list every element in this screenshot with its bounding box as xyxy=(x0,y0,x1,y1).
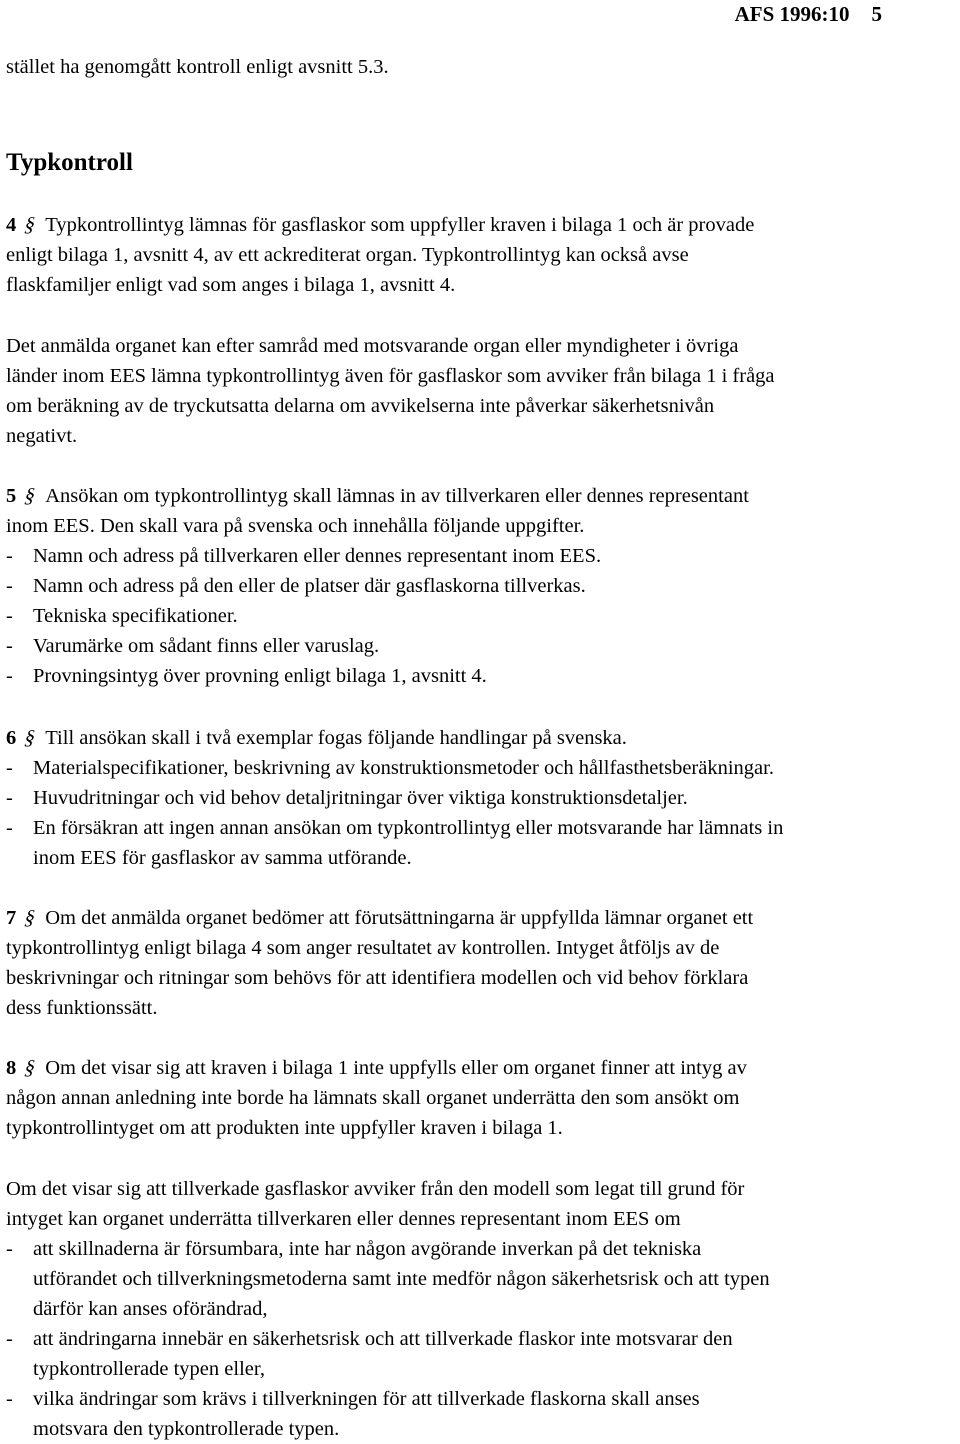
paragraph-text: Typkontrollintyg lämnas för gasflaskor som uppfyller kraven i bilaga 1 och är provade xyxy=(45,214,755,236)
list-item-continuation: typkontrollerade typen eller, xyxy=(33,1358,265,1380)
list-item: - Namn och adress på den eller de platser där gasflaskorna tillverkas. xyxy=(6,575,586,597)
paragraph-8-line-2: någon annan anledning inte borde ha lämnats skall organet underrätta den som ansökt om xyxy=(6,1087,740,1109)
list-item: - vilka ändringar som krävs i tillverkningen för att tillverkade flaskorna skall anses xyxy=(6,1388,700,1410)
paragraph-text: Till ansökan skall i två exemplar fogas följande handlingar på svenska. xyxy=(45,727,627,749)
paragraph-8b-line-2: intyget kan organet underrätta tillverkaren eller dennes representant inom EES om xyxy=(6,1208,681,1230)
paragraph-8b-line-1: Om det visar sig att tillverkade gasflaskor avviker från den modell som legat till grund för xyxy=(6,1178,745,1200)
paragraph-4b-line-2: länder inom EES lämna typkontrollintyg även för gasflaskor som avviker från bilaga 1 i fråga xyxy=(6,365,775,387)
list-item-continuation: därför kan anses oförändrad, xyxy=(33,1298,268,1320)
intro-line: stället ha genomgått kontroll enligt avsnitt 5.3. xyxy=(6,56,389,78)
paragraph-7-line-3: beskrivningar och ritningar som behövs för att identifiera modellen och vid behov förklara xyxy=(6,967,749,989)
paragraph-5-line-2: inom EES. Den skall vara på svenska och innehålla följande uppgifter. xyxy=(6,515,585,537)
paragraph-4b-line-3: om beräkning av de tryckutsatta delarna om avvikelserna inte påverkar säkerhetsnivån xyxy=(6,395,715,417)
section-symbol: § xyxy=(22,485,39,507)
paragraph-4-line-1 xyxy=(6,210,754,240)
paragraph-4-line-2: enligt bilaga 1, avsnitt 4, av ett ackrediterat organ. Typkontrollintyg kan också avse xyxy=(6,244,689,266)
paragraph-text: Ansökan om typkontrollintyg skall lämnas in av tillverkaren eller dennes representant xyxy=(45,485,749,507)
list-item-continuation: utförandet och tillverkningsmetoderna samt inte medför någon säkerhetsrisk och att typen xyxy=(33,1268,770,1290)
paragraph-number: 4 xyxy=(6,214,17,236)
paragraph-7-line-4: dess funktionssätt. xyxy=(6,997,158,1019)
list-item: - Materialspecifikationer, beskrivning av konstruktionsmetoder och hållfasthetsberäkningar. xyxy=(6,757,774,779)
paragraph-number: 7 xyxy=(6,907,17,929)
section-symbol: § xyxy=(22,1057,39,1079)
list-item: - Huvudritningar och vid behov detaljritningar över viktiga konstruktionsdetaljer. xyxy=(6,787,688,809)
document-reference: AFS 1996:10 xyxy=(734,2,850,26)
list-item: - En försäkran att ingen annan ansökan om typkontrollintyg eller motsvarande har lämnats in xyxy=(6,817,784,839)
page-header xyxy=(735,2,882,27)
paragraph-4b-line-4: negativt. xyxy=(6,425,78,447)
paragraph-text: Om det visar sig att kraven i bilaga 1 inte uppfylls eller om organet finner att intyg av xyxy=(45,1057,747,1079)
paragraph-6-line-1 xyxy=(6,723,627,753)
list-item: - att skillnaderna är försumbara, inte har någon avgörande inverkan på det tekniska xyxy=(6,1238,702,1260)
list-item: - Tekniska specifikationer. xyxy=(6,605,238,627)
paragraph-5-line-1 xyxy=(6,481,749,511)
section-symbol: § xyxy=(22,907,39,929)
paragraph-number: 6 xyxy=(6,727,17,749)
paragraph-8-line-1 xyxy=(6,1053,747,1083)
paragraph-text: Om det anmälda organet bedömer att förutsättningarna är uppfyllda lämnar organet ett xyxy=(45,907,754,929)
list-item-continuation: motsvara den typkontrollerade typen. xyxy=(33,1418,340,1440)
paragraph-7-line-1 xyxy=(6,903,753,933)
list-item: - Provningsintyg över provning enligt bilaga 1, avsnitt 4. xyxy=(6,665,487,687)
paragraph-4-line-3: flaskfamiljer enligt vad som anges i bilaga 1, avsnitt 4. xyxy=(6,274,456,296)
paragraph-4b-line-1: Det anmälda organet kan efter samråd med motsvarande organ eller myndigheter i övriga xyxy=(6,335,739,357)
paragraph-8-line-3: typkontrollintyget om att produkten inte uppfyller kraven i bilaga 1. xyxy=(6,1117,563,1139)
paragraph-number: 5 xyxy=(6,485,17,507)
paragraph-7-line-2: typkontrollintyg enligt bilaga 4 som anger resultatet av kontrollen. Intyget åtföljs av de xyxy=(6,937,720,959)
section-symbol: § xyxy=(22,214,39,236)
section-title: Typkontroll xyxy=(6,149,133,176)
list-item: - Varumärke om sådant finns eller varuslag. xyxy=(6,635,380,657)
list-item-continuation: inom EES för gasflaskor av samma utförande. xyxy=(33,847,412,869)
list-item: - Namn och adress på tillverkaren eller dennes representant inom EES. xyxy=(6,545,602,567)
paragraph-number: 8 xyxy=(6,1057,17,1079)
section-symbol: § xyxy=(22,727,39,749)
list-item: - att ändringarna innebär en säkerhetsrisk och att tillverkade flaskor inte motsvarar den xyxy=(6,1328,733,1350)
page-number: 5 xyxy=(871,2,882,26)
